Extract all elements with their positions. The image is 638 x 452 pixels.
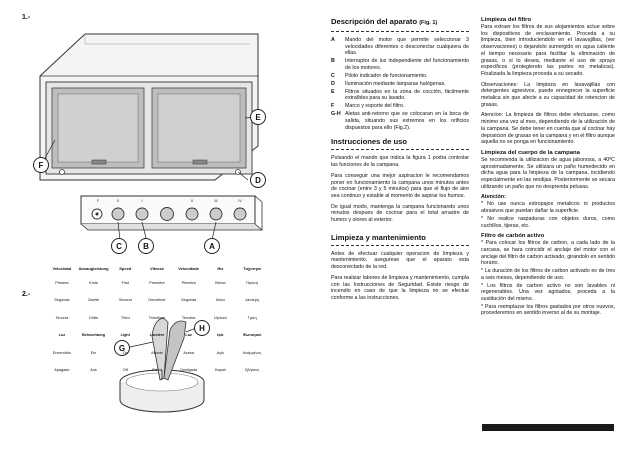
warning-bullet: * No realice raspaduras con objetos duros, como cuchillos, tijeras, etc. bbox=[481, 215, 615, 229]
header-cell: Absaugleistung bbox=[78, 265, 109, 271]
table-cell: Birinci bbox=[215, 280, 226, 285]
table-cell: Allumé bbox=[151, 350, 163, 355]
callout-b: B bbox=[138, 238, 154, 254]
table-cell: Tercera bbox=[55, 315, 69, 320]
definition-key: F bbox=[331, 103, 335, 110]
definition-text: Piloto indicador de funcionamiento. bbox=[345, 72, 428, 79]
section-divider bbox=[331, 29, 469, 32]
definition-key: G-H bbox=[331, 111, 341, 118]
table-cell: Ανάμμένος bbox=[242, 350, 262, 355]
speed-translation-table bbox=[46, 262, 268, 379]
panel-label-ii: II bbox=[191, 199, 193, 203]
section-title-cleaning: Limpieza y mantenimiento bbox=[331, 232, 426, 242]
table-cell: Light bbox=[120, 333, 130, 338]
table-cell: Üçüncü bbox=[213, 315, 227, 320]
panel-label-f: F bbox=[96, 199, 100, 203]
attention-paragraph: Atencion: La limpieza de filtros debe efectuarse, como minimo una vez al mes, dependiendo de la utilización de la campana. Se debe tener en cuenta que al cocinar hay deposicion de grasas en la campana y en el filtro aunque aquella no se ponga en funcionamiento. bbox=[481, 112, 615, 146]
usage-paragraph: Pulsando el mando que indica la figura 1 podra controlar las funciones de la campana. bbox=[331, 155, 469, 169]
panel-label-0: 0 bbox=[117, 199, 119, 203]
section-title-body-cleaning: Limpieza del cuerpo de la campana bbox=[481, 149, 580, 156]
section-title-description: Descripción del aparato (Fig. 1) bbox=[331, 17, 438, 26]
table-row bbox=[46, 344, 268, 362]
header-cell: Velocidad bbox=[52, 265, 72, 271]
body-cleaning-paragraph: Se recomienda la utilizacion de agua jabonosa, a 40ºC aproximadamente. Se utilizara un paño humedecido en dicha agua para la limpieza de la campana, incidiendo especialmente en las rendijas. Posteriormente se secara utilizando un paño que no desprenda pelusas. bbox=[481, 156, 615, 190]
table-cell: Σβήστος bbox=[244, 368, 260, 373]
table-cell: Deuxiéme bbox=[148, 298, 166, 303]
table-cell: Second bbox=[118, 298, 132, 303]
table-header-row bbox=[46, 262, 268, 274]
table-cell: Desligada bbox=[180, 368, 198, 373]
usage-paragraph: De igual modo, mantenga la campana funcionando unos minutos despues de cocinar para el total arrastre de humos y olores al exterior. bbox=[331, 203, 469, 224]
table-cell: Işık bbox=[217, 333, 224, 338]
table-cell: Erste bbox=[89, 280, 98, 285]
table-row bbox=[46, 309, 268, 327]
warning-bullet: * No use nunca estropajos metalicos ni productos abrasivos que puedan dañar la superficie. bbox=[481, 201, 615, 215]
section-divider bbox=[331, 147, 469, 150]
observations-paragraph: Observaciones: La limpieza en lavavajillas con detergentes agresivos, puede ennegrecer la superficie metalica sin que afecte a su capacidad de retencion de grasas. bbox=[481, 81, 615, 108]
panel-label-iii: III bbox=[214, 199, 218, 203]
carbon-bullet: * Para colocar los filtros de carbon, a cada lado de la carcasa, se hara coincidir el anclaje del motor con el anclaje del filtro de carbon activado, girandolo en sentido horario. bbox=[481, 240, 615, 267]
callout-f: F bbox=[33, 157, 49, 173]
table-cell: Ikinci bbox=[216, 298, 225, 303]
definition-item bbox=[331, 81, 469, 88]
cleaning-paragraph: Para realizar labores de limpieza y mantenimiento, cumpla con las Instrucciones de Seguridad. Existe riesgo de incendio en caso de que la limpieza no se efectue conforme a las instrucciones. bbox=[331, 274, 469, 301]
section-figure-ref: (Fig. 1) bbox=[419, 20, 438, 26]
table-row bbox=[46, 274, 268, 292]
definition-item bbox=[331, 103, 469, 110]
definition-text: Iluminación mediante lamparas halógenas. bbox=[345, 80, 446, 87]
definition-text: Mando del motor que permite seleccionar 3 velocidades diferentes o desconectar cualquiera de ellas. bbox=[345, 37, 469, 57]
filter-paragraph: Para extraer los filtros de sus alojamientos actue sobre los dispositivos de enclavamiento. Proceda a su limpieza, bien introduciendolo en el lavavajillas, (ver observaciones) o dejandolo sumergido en agua caliente el tiempo necesario para facilitar la eliminación de grasas, o si lo desea, mediante el uso de sprays especificos (protegiendo las partes no metalicas). Finalizada la limpieza proceda a su secado. bbox=[481, 24, 615, 77]
definition-key: E bbox=[331, 88, 335, 95]
table-cell: Segunda bbox=[181, 298, 197, 303]
figure-1-hood-drawing bbox=[0, 0, 300, 452]
table-cell: Luz bbox=[58, 333, 66, 338]
table-cell: Dritte bbox=[89, 315, 99, 320]
table-cell: Segunda bbox=[54, 298, 70, 303]
table-cell: Eteint bbox=[152, 368, 162, 373]
definition-item bbox=[331, 73, 469, 80]
definition-item bbox=[331, 89, 469, 102]
table-cell: Zweite bbox=[87, 298, 100, 303]
definition-item bbox=[331, 111, 469, 131]
section-title-filter-cleaning: Limpieza del filtro bbox=[481, 17, 532, 23]
header-cell: Speed bbox=[119, 265, 132, 271]
definition-item bbox=[331, 37, 469, 57]
panel-label-i: I bbox=[141, 199, 143, 203]
header-cell: Vitesse bbox=[149, 265, 164, 271]
table-cell: Beleuchtung bbox=[82, 333, 106, 338]
callout-a: A bbox=[204, 238, 220, 254]
table-cell: Troisiéme bbox=[148, 315, 166, 320]
callout-e: E bbox=[250, 109, 266, 125]
attention-label: Atención: bbox=[481, 194, 506, 201]
table-row bbox=[46, 362, 268, 380]
definition-item bbox=[331, 58, 469, 71]
callout-g: G bbox=[114, 340, 130, 356]
table-cell: Aus bbox=[90, 368, 97, 373]
carbon-bullet: * Los filtros de carbon activo no son lavables ni regenerables. Una vez agotados, proceda a la sustitución del mismo. bbox=[481, 282, 615, 302]
table-cell: Τρίτη bbox=[247, 315, 257, 320]
table-cell: Acesa bbox=[183, 350, 194, 355]
table-cell: First bbox=[121, 280, 129, 285]
header-cell: Velocidade bbox=[178, 265, 200, 271]
table-cell: Terceira bbox=[181, 315, 196, 320]
table-cell: Off bbox=[122, 368, 128, 373]
callout-d: D bbox=[250, 172, 266, 188]
panel-label-iv: IV bbox=[238, 199, 242, 203]
definition-text: Filtros situados en la zona de cocción, fácilmente extraíbles para su lavado. bbox=[345, 88, 469, 102]
carbon-bullet: * La duración de los filtros de carbon activado es de tres a seis meses, dependiendo de uso. bbox=[481, 268, 615, 281]
section-divider bbox=[331, 243, 469, 246]
footer-black-bar bbox=[482, 424, 614, 431]
table-cell: Primeira bbox=[181, 280, 196, 285]
table-cell: Encendido bbox=[52, 350, 71, 355]
table-cell: Açık bbox=[216, 350, 225, 355]
definition-text: Marco y soporte del filtro. bbox=[345, 103, 405, 110]
definition-key: B bbox=[331, 58, 335, 65]
definition-key: C bbox=[331, 72, 335, 79]
figure-1-label: 1.- bbox=[22, 14, 31, 21]
table-row bbox=[46, 292, 268, 310]
table-cell: Πρώτη bbox=[246, 280, 258, 285]
carbon-bullet: * Para reemplazar los filtros gastados por otros nuevos, procederemos en sentido inverso al de su montaje. bbox=[481, 303, 615, 317]
table-cell: Third bbox=[120, 315, 130, 320]
cleaning-paragraph: Antes de efectuar cualquier operacion de limpieza y mantenimiento, asegurese que el aparato esta desconectado de la red. bbox=[331, 250, 469, 271]
table-cell: Premiére bbox=[149, 280, 165, 285]
definition-text: Interruptor de luz independiente del funcionamiento de los motores. bbox=[345, 58, 469, 71]
section-title-usage: Instrucciones de uso bbox=[331, 137, 407, 147]
figure-2-label: 2.- bbox=[22, 291, 31, 298]
table-cell: Φωτισμού bbox=[242, 333, 262, 338]
table-cell: Kapalı bbox=[214, 368, 226, 373]
definition-text: Aletas anti-retorno que se colocaran en la boca de salida, situando sus extremos en los orificios dispuestos para ello (Fig.2). bbox=[345, 111, 469, 131]
table-cell: Luz bbox=[185, 333, 192, 338]
section-title-carbon-filter: Filtro de carbón activo bbox=[481, 233, 545, 240]
header-cell: Hiz bbox=[217, 265, 224, 271]
right-column bbox=[481, 17, 615, 318]
usage-paragraph: Para conseguir una mejor aspiracion le recomendamos poner en funcionamiento la campana unos minutos antes de cocinar (entre 3 y 5 minutos) para que el flujo de aire sea continuo y estable al momento de aspirar los humos. bbox=[331, 172, 469, 199]
table-cell: Ein bbox=[90, 350, 97, 355]
middle-column bbox=[331, 17, 469, 306]
callout-h: H bbox=[194, 320, 210, 336]
table-cell: Primera bbox=[55, 280, 69, 285]
table-cell: Lumiére bbox=[149, 333, 165, 338]
header-cell: Ταχυτητα bbox=[243, 265, 261, 271]
table-row bbox=[46, 327, 268, 345]
table-cell: Δεύτερη bbox=[245, 298, 259, 303]
definition-key: D bbox=[331, 80, 335, 87]
table-cell: On bbox=[122, 350, 128, 355]
definition-key: A bbox=[331, 37, 335, 43]
table-cell: Apagado bbox=[54, 368, 70, 373]
callout-c: C bbox=[111, 238, 127, 254]
